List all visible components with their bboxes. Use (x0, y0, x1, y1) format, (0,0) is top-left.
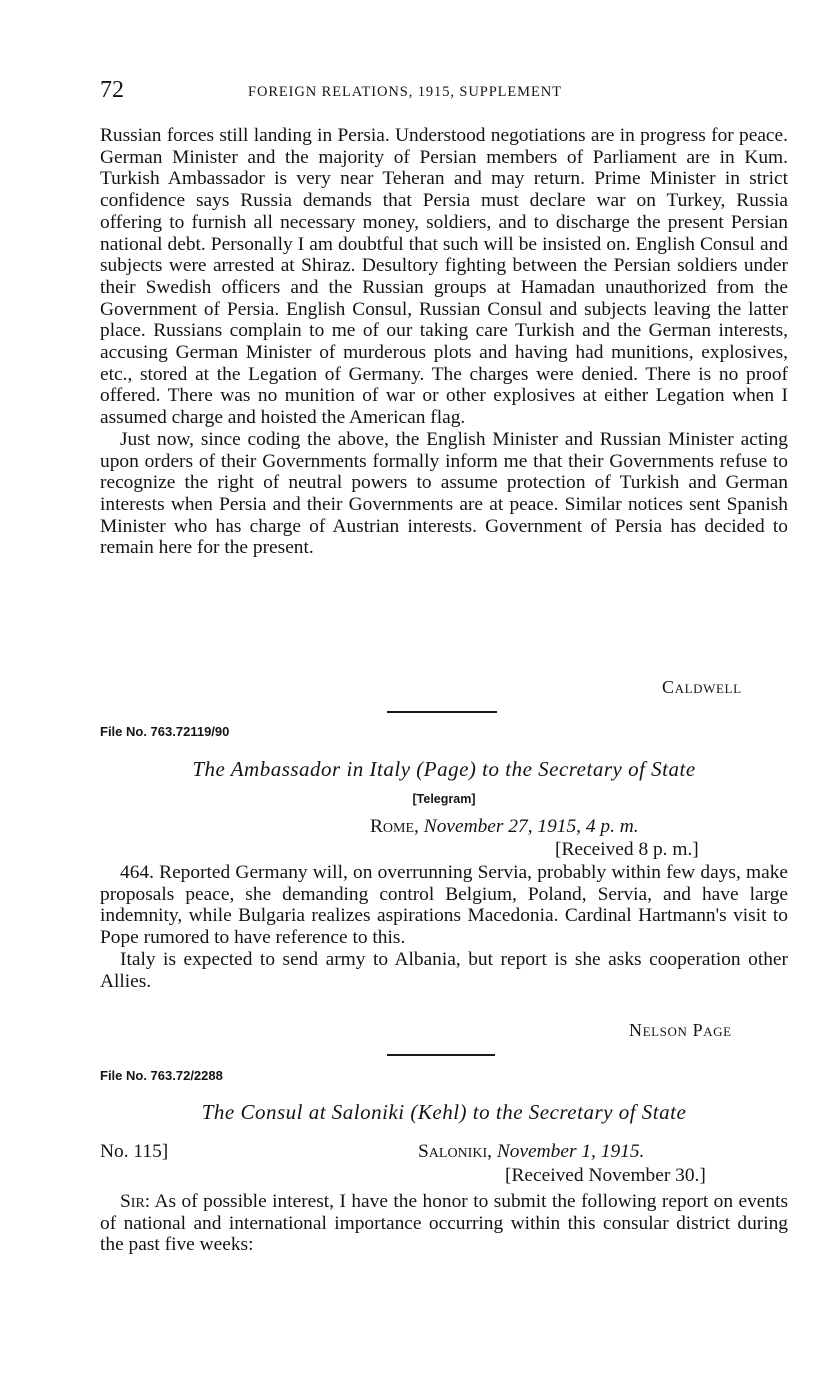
document-title: The Ambassador in Italy (Page) to the Secretary of State (192, 757, 696, 781)
signature: Nelson Page (629, 1020, 732, 1040)
dateline-date: November 27, 1915, 4 p. m. (423, 816, 639, 837)
dateline-place: Rome, (370, 816, 419, 837)
paragraph-text: As of possible interest, I have the honor to submit the following report on events of national and international importance occurring within this consular district during the past five weeks: (100, 1191, 789, 1256)
section-divider (387, 711, 497, 713)
body-paragraph: 464. Reported Germany will, on overrunning Servia, probably within few days, make proposals peace, she demanding control Belgium, Poland, Servia, and have large indemnity, while Bulgaria realizes aspirations Macedonia. Cardinal Hartmann's visit to Pope rumored to have reference to this. (100, 862, 788, 949)
telegram-body (100, 862, 788, 992)
document-type-label: [Telegram] (412, 792, 476, 806)
salutation: Sir: (120, 1191, 151, 1212)
body-paragraph: Russian forces still landing in Persia. Understood negotiations are in progress for peace. German Minister and the majority of Persian members of Parliament are in Kum. Turkish Ambassador is very near Teheran and may return. Prime Minister in strict confidence says Russia demands that Persia must declare war on Turkey, Russia offering to furnish all necessary money, soldiers, and to discharge the present Persian national debt. Personally I am doubtful that such will be insisted on. English Consul and subjects were arrested at Shiraz. Desultory fighting between the Persian soldiers under their Swedish officers and the Russian groups at Hamadan unauthorized from the Government of Persia. English Consul, Russian Consul and subjects leaving the latter place. Russians complain to me of our taking care Turkish and the German interests, accusing German Minister of murderous plots and having had munitions, explosives, etc., stored at the Legation of Germany. The charges were denied. There is no proof offered. There was no munition of war or other explosives at either Legation when I assumed charge and hoisted the American flag. (100, 125, 788, 429)
despatch-body (100, 1191, 788, 1256)
dateline-place: Saloniki, (418, 1141, 492, 1162)
dateline-date: November 1, 1915. (496, 1141, 645, 1162)
body-paragraph: Italy is expected to send army to Albania, but report is she asks cooperation other Allies. (100, 948, 788, 992)
signature: Caldwell (662, 677, 742, 697)
despatch-number: No. 115] (100, 1141, 169, 1162)
received-note: [Received 8 p. m.] (555, 839, 699, 860)
section-divider (387, 1054, 495, 1056)
file-number: File No. 763.72/2288 (100, 1068, 223, 1083)
page-header (100, 76, 790, 108)
dateline (418, 1141, 644, 1163)
body-paragraph: Just now, since coding the above, the English Minister and Russian Minister acting upon orders of their Governments formally inform me that their Governments refuse to recognize the right of neutral powers to assume protection of Turkish and German interests when Persia and their Governments are at peace. Similar notices sent Spanish Minister who has charge of Austrian interests. Government of Persia has decided to remain here for the present. (100, 428, 788, 559)
body-paragraph (100, 1191, 788, 1256)
file-number: File No. 763.72119/90 (100, 724, 230, 739)
page-number: 72 (100, 77, 124, 103)
document-title: The Consul at Saloniki (Kehl) to the Secretary of State (201, 1100, 687, 1124)
received-note: [Received November 30.] (505, 1165, 706, 1186)
running-head: FOREIGN RELATIONS, 1915, SUPPLEMENT (248, 84, 562, 100)
continued-letter-body (100, 125, 788, 559)
dateline (370, 816, 639, 838)
